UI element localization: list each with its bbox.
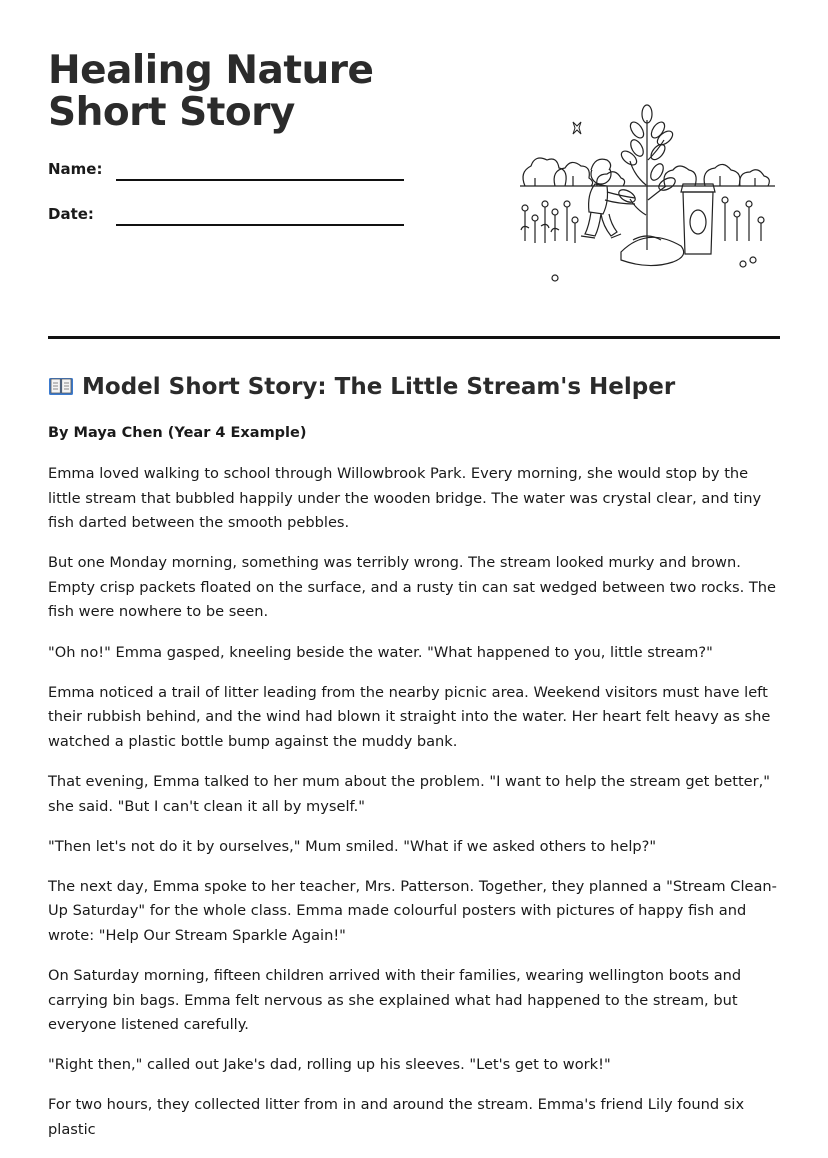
story-paragraph: "Oh no!" Emma gasped, kneeling beside the water. "What happened to you, little stream?" xyxy=(48,643,713,661)
story-body xyxy=(48,462,784,1158)
story-paragraph: "Then let's not do it by ourselves," Mum smiled. "What if we asked others to help?" xyxy=(48,837,657,855)
story-paragraph: For two hours, they collected litter from in and around the stream. Emma's friend Lily found six plastic xyxy=(48,1096,745,1138)
child-planting-tree-illustration xyxy=(515,100,780,290)
name-line[interactable] xyxy=(116,179,404,181)
section-heading-text: Model Short Story: The Little Stream's Helper xyxy=(82,374,676,400)
page-title: Healing Nature Short Story xyxy=(48,48,374,135)
name-label: Name: xyxy=(48,160,103,178)
story-paragraph: That evening, Emma talked to her mum about the problem. "I want to help the stream get better," she said. "But I can't clean it all by myself." xyxy=(48,772,771,815)
open-book-icon xyxy=(48,375,74,397)
story-paragraph: Emma noticed a trail of litter leading from the nearby picnic area. Weekend visitors must have left their rubbish behind, and the wind had blown it straight into the water. Her heart felt heavy as she watched a plastic bottle bump against the muddy bank. xyxy=(48,683,771,750)
story-paragraph: But one Monday morning, something was terribly wrong. The stream looked murky and brown. Empty crisp packets floated on the surface, and a rusty tin can sat wedged between two rocks. The fish were nowhere to be seen. xyxy=(48,554,777,621)
story-byline: By Maya Chen (Year 4 Example) xyxy=(48,425,307,441)
story-paragraph: The next day, Emma spoke to her teacher, Mrs. Patterson. Together, they planned a "Stream Clean-Up Saturday" for the whole class. Emma made colourful posters with pictures of happy fish and wrote: "Help Our Stream Sparkle Again!" xyxy=(48,877,777,944)
story-paragraph: "Right then," called out Jake's dad, rolling up his sleeves. "Let's get to work!" xyxy=(48,1056,611,1074)
section-divider xyxy=(48,336,780,339)
date-line[interactable] xyxy=(116,224,404,226)
date-label: Date: xyxy=(48,205,94,223)
story-paragraph: On Saturday morning, fifteen children arrived with their families, wearing wellington boots and carrying bin bags. Emma felt nervous as she explained what had happened to the stream, but everyone listened carefully. xyxy=(48,967,742,1034)
story-paragraph: Emma loved walking to school through Willowbrook Park. Every morning, she would stop by the little stream that bubbled happily under the wooden bridge. The water was crystal clear, and tiny fish darted between the smooth pebbles. xyxy=(48,465,762,532)
section-heading xyxy=(48,374,675,400)
